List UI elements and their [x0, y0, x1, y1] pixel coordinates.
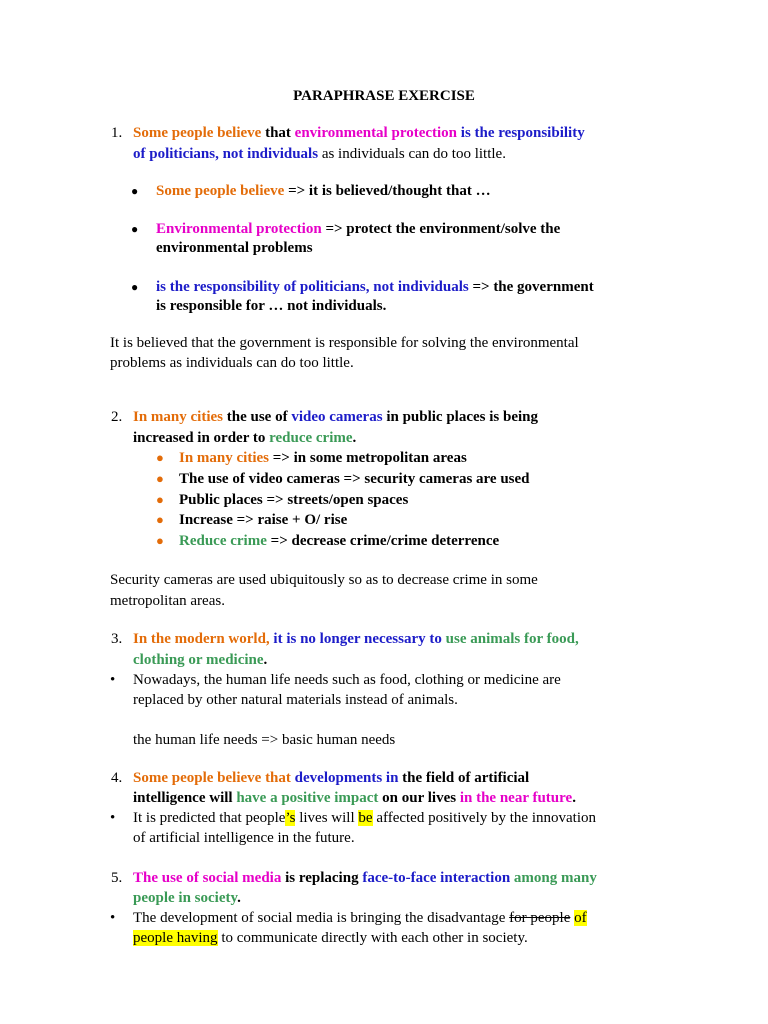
bullet-item: Some people believe => it is believed/thought that …	[156, 183, 491, 199]
note-line: the human life needs => basic human needs	[133, 732, 396, 748]
bullet-icon: ●	[131, 184, 139, 198]
bullet-item: is the responsibility of politicians, not individuals => the government	[156, 279, 594, 295]
exercise-sentence-line-2: clothing or medicine.	[133, 652, 268, 668]
exercise-sentence-line-1: Some people believe that environmental protection is the responsibility	[133, 125, 585, 141]
bullet-icon: •	[110, 672, 116, 688]
paraphrase-line: problems as individuals can do too little.	[110, 355, 354, 371]
bullet-icon: ●	[156, 533, 164, 548]
bullet-item: In many cities => in some metropolitan areas	[179, 450, 467, 466]
exercise-sentence-line-1: In many cities the use of video cameras in public places is being	[133, 409, 539, 425]
paraphrase-line: Security cameras are used ubiquitously so as to decrease crime in some	[110, 572, 538, 588]
exercise-sentence-line-1: Some people believe that developments in the field of artificial	[133, 770, 530, 786]
bullet-item-continued: replaced by other natural materials instead of animals.	[133, 692, 458, 708]
strikethrough-text: for people	[509, 910, 571, 926]
exercise-sentence-line-2: of politicians, not individuals as individuals can do too little.	[133, 146, 506, 162]
bullet-item-continued: environmental problems	[156, 240, 313, 256]
paraphrase-line: It is believed that the government is responsible for solving the environmental	[110, 335, 579, 351]
exercise-sentence-line-2: people in society.	[133, 890, 241, 906]
exercise-number: 4.	[111, 770, 123, 786]
bullet-icon: ●	[156, 492, 164, 507]
highlighted-text: be	[358, 810, 373, 826]
exercise-number: 2.	[111, 409, 123, 425]
exercise-sentence-line-2: increased in order to reduce crime.	[133, 430, 357, 446]
highlighted-text: people having	[133, 930, 218, 946]
highlighted-text: ’s	[285, 810, 296, 826]
exercise-sentence-line-1: The use of social media is replacing face-to-face interaction among many	[133, 870, 597, 886]
exercise-number: 3.	[111, 631, 123, 647]
exercise-sentence-line-2: intelligence will have a positive impact on our lives in the near future.	[133, 790, 576, 806]
bullet-icon: ●	[156, 450, 164, 465]
bullet-icon: •	[110, 910, 116, 926]
highlighted-text: of	[574, 910, 587, 926]
bullet-item: Reduce crime => decrease crime/crime deterrence	[179, 533, 500, 549]
exercise-number: 1.	[111, 125, 123, 141]
bullet-icon: ●	[156, 512, 164, 527]
bullet-icon: ●	[156, 471, 164, 486]
bullet-item-continued: is responsible for … not individuals.	[156, 298, 387, 314]
bullet-item: Environmental protection => protect the environment/solve the	[156, 221, 561, 237]
bullet-item: Public places => streets/open spaces	[179, 492, 409, 508]
bullet-item-continued: of artificial intelligence in the future.	[133, 830, 355, 846]
bullet-item: The use of video cameras => security cameras are used	[179, 471, 530, 487]
exercise-sentence-line-1: In the modern world, it is no longer necessary to use animals for food,	[133, 631, 579, 647]
bullet-icon: ●	[131, 280, 139, 294]
bullet-icon: ●	[131, 222, 139, 236]
bullet-item: Increase => raise + O/ rise	[179, 512, 348, 528]
bullet-item-continued: people having to communicate directly with each other in society.	[133, 930, 528, 946]
paraphrase-line: metropolitan areas.	[110, 593, 225, 609]
bullet-icon: •	[110, 810, 116, 826]
exercise-number: 5.	[111, 870, 123, 886]
page-title: PARAPHRASE EXERCISE	[293, 88, 475, 104]
bullet-item: The development of social media is bringing the disadvantage for people of	[133, 910, 587, 926]
bullet-item: It is predicted that people’s lives will be affected positively by the innovation	[133, 810, 596, 826]
bullet-item: Nowadays, the human life needs such as food, clothing or medicine are	[133, 672, 561, 688]
